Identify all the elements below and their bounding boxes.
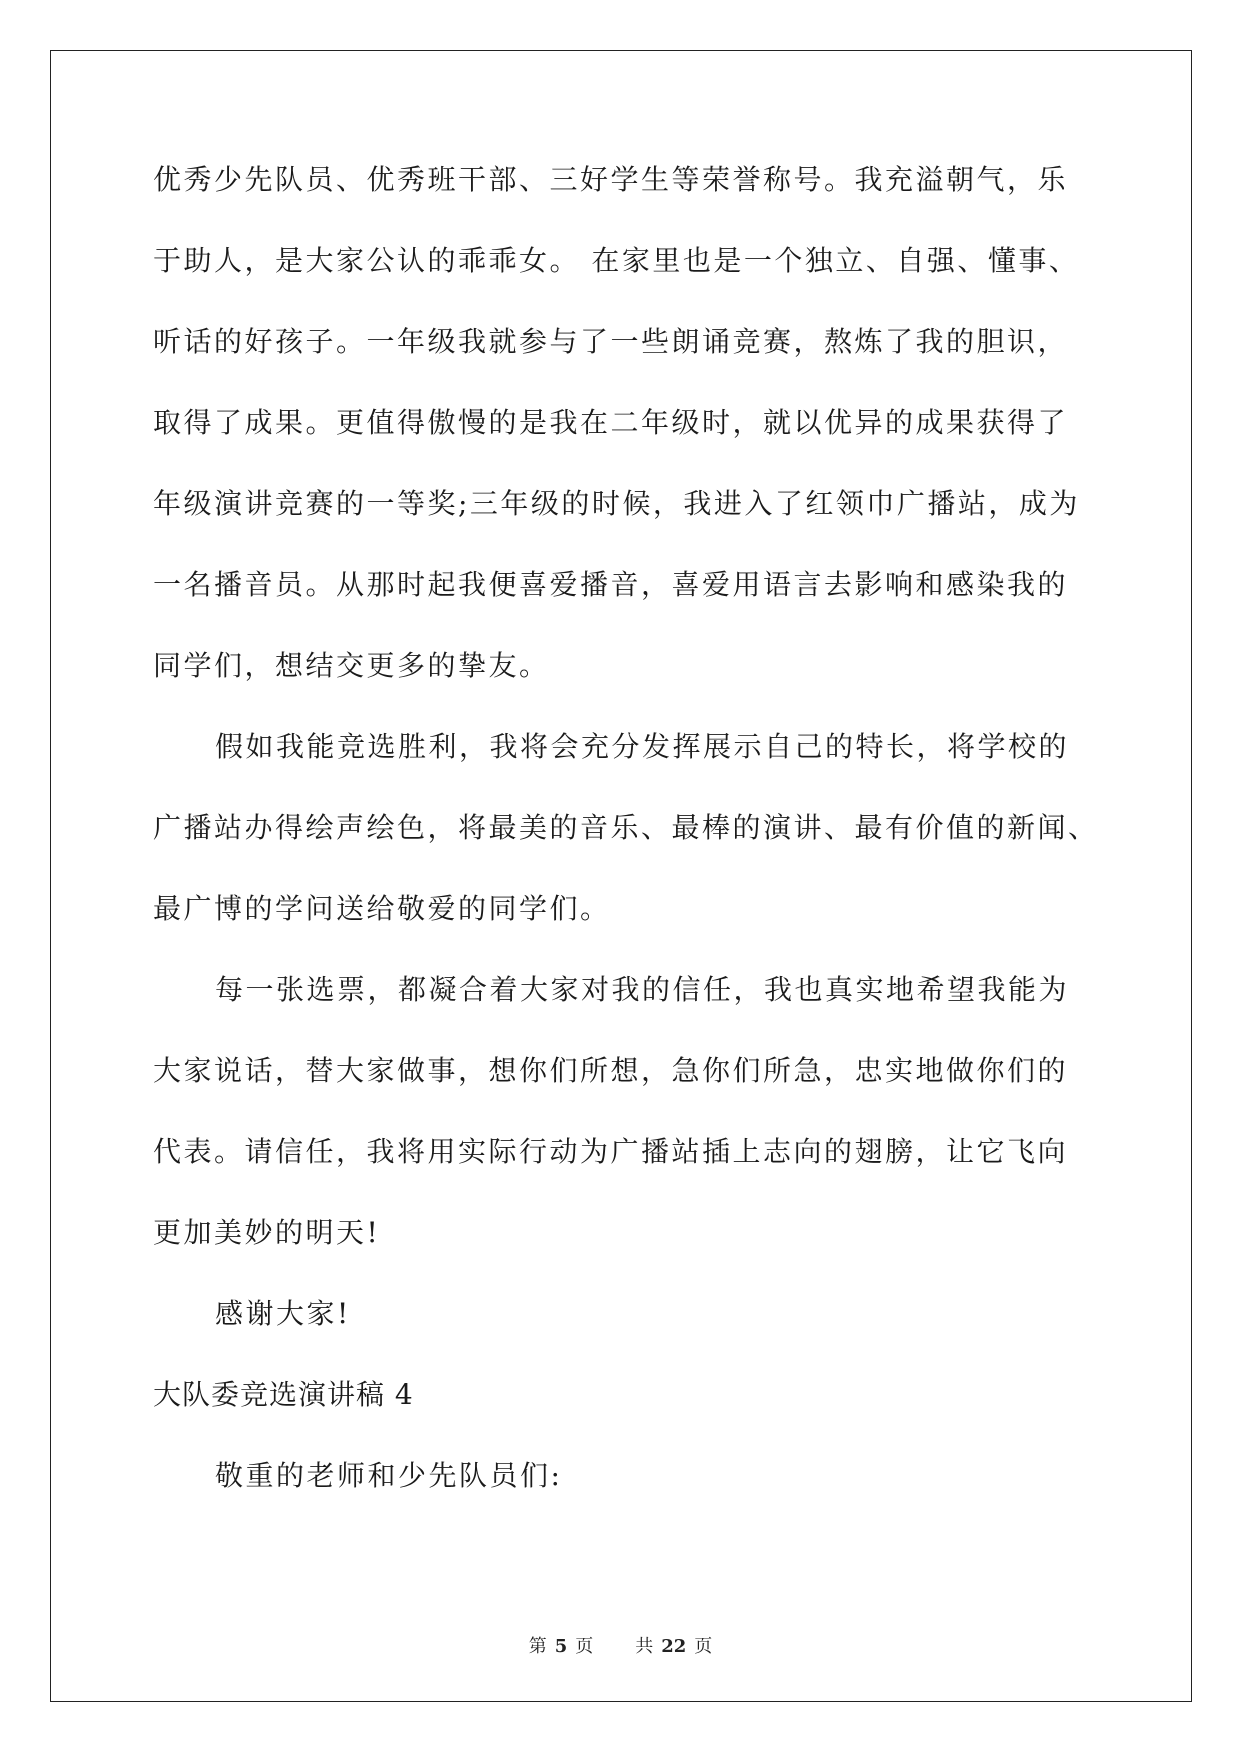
- section-heading: 大队委竞选演讲稿 4: [153, 1378, 414, 1411]
- paragraph-line: 广播站办得绘声绘色，将最美的音乐、最棒的演讲、最有价值的新闻、: [153, 811, 1099, 844]
- closing-line: 感谢大家!: [215, 1297, 351, 1330]
- paragraph-line: 最广博的学问送给敬爱的同学们。: [153, 892, 611, 925]
- total-pages-indicator: [631, 1636, 716, 1657]
- paragraph-line: 大家说话，替大家做事，想你们所想，急你们所急，忠实地做你们的: [153, 1054, 1069, 1087]
- salutation-line: 敬重的老师和少先队员们:: [215, 1459, 563, 1492]
- paragraph-line: 年级演讲竞赛的一等奖;三年级的时候，我进入了红领巾广播站，成为: [153, 487, 1080, 520]
- paragraph-line: 代表。请信任，我将用实际行动为广播站插上志向的翅膀，让它飞向: [153, 1135, 1069, 1168]
- paragraph-line: 优秀少先队员、优秀班干部、三好学生等荣誉称号。我充溢朝气，乐: [153, 163, 1069, 196]
- page-suffix: 页: [575, 1636, 594, 1657]
- document-body: [153, 165, 1113, 1542]
- paragraph-line: 听话的好孩子。一年级我就参与了一些朗诵竞赛，熬炼了我的胆识，: [153, 325, 1069, 358]
- page-footer: [0, 1632, 1241, 1658]
- paragraph-line: 同学们，想结交更多的挚友。: [153, 649, 550, 682]
- paragraph-line: 每一张选票，都凝合着大家对我的信任，我也真实地希望我能为: [215, 973, 1070, 1006]
- paragraph-line: 假如我能竞选胜利，我将会充分发挥展示自己的特长，将学校的: [215, 730, 1070, 763]
- paragraph-line: 一名播音员。从那时起我便喜爱播音，喜爱用语言去影响和感染我的: [153, 568, 1069, 601]
- total-prefix: 共: [635, 1636, 654, 1657]
- page-number: 5: [554, 1636, 568, 1657]
- page-indicator: [525, 1636, 598, 1657]
- total-suffix: 页: [694, 1636, 713, 1657]
- total-pages: 22: [661, 1636, 687, 1657]
- paragraph-line: 更加美妙的明天!: [153, 1216, 381, 1249]
- paragraph-line: 于助人，是大家公认的乖乖女。 在家里也是一个独立、自强、懂事、: [153, 244, 1080, 277]
- paragraph-line: 取得了成果。更值得傲慢的是我在二年级时，就以优异的成果获得了: [153, 406, 1069, 439]
- page-prefix: 第: [528, 1636, 547, 1657]
